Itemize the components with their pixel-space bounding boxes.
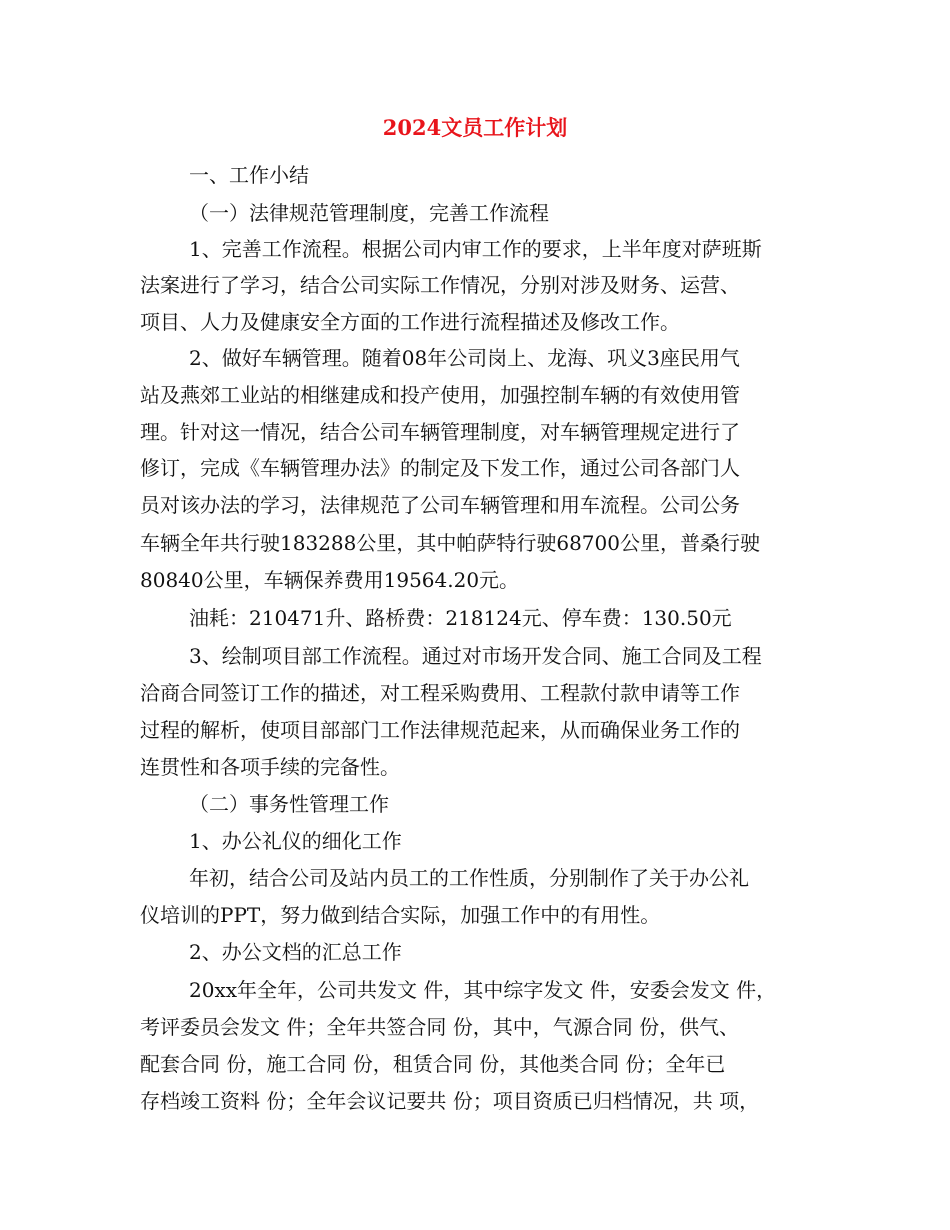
paragraph-line: 过程的解析，使项目部部门工作法律规范起来，从而确保业务工作的 xyxy=(140,718,740,742)
paragraph-line: 修订，完成《车辆管理办法》的制定及下发工作，通过公司各部门人 xyxy=(140,456,740,480)
paragraph-line: 2、办公文档的汇总工作 xyxy=(189,940,402,964)
paragraph-line: 配套合同 份，施工合同 份，租赁合同 份，其他类合同 份；全年已 xyxy=(140,1052,726,1076)
paragraph-line: 油耗：210471升、路桥费：218124元、停车费：130.50元 xyxy=(189,606,732,630)
paragraph-line: 理。针对这一情况，结合公司车辆管理制度，对车辆管理规定进行了 xyxy=(140,420,740,444)
paragraph-line: 仪培训的PPT，努力做到结合实际，加强工作中的有用性。 xyxy=(140,903,661,927)
paragraph-line: 项目、人力及健康安全方面的工作进行流程描述及修改工作。 xyxy=(140,310,680,334)
paragraph-line: 员对该办法的学习，法律规范了公司车辆管理和用车流程。公司公务 xyxy=(140,493,740,517)
paragraph-line: 20xx年全年，公司共发文 件，其中综字发文 件，安委会发文 件， xyxy=(189,978,777,1002)
paragraph-line: 2、做好车辆管理。随着08年公司岗上、龙海、巩义3座民用气 xyxy=(189,346,740,370)
paragraph-line: 3、绘制项目部工作流程。通过对市场开发合同、施工合同及工程 xyxy=(189,644,762,668)
paragraph-line: 洽商合同签订工作的描述，对工程采购费用、工程款付款申请等工作 xyxy=(140,681,740,705)
paragraph-line: 站及燕郊工业站的相继建成和投产使用，加强控制车辆的有效使用管 xyxy=(140,383,740,407)
paragraph-line: 连贯性和各项手续的完备性。 xyxy=(140,755,400,779)
subheading-routine-management: （二）事务性管理工作 xyxy=(189,792,389,816)
subheading-legal-management: （一）法律规范管理制度，完善工作流程 xyxy=(189,201,549,225)
paragraph-line: 考评委员会发文 件；全年共签合同 份，其中，气源合同 份，供气、 xyxy=(140,1015,740,1039)
document-title: 2024文员工作计划 xyxy=(382,115,568,140)
paragraph-line: 存档竣工资料 份；全年会议记要共 份；项目资质已归档情况，共 项， xyxy=(140,1089,760,1113)
paragraph-line: 1、办公礼仪的细化工作 xyxy=(189,829,402,853)
paragraph-line: 法案进行了学习，结合公司实际工作情况，分别对涉及财务、运营、 xyxy=(140,273,740,297)
paragraph-line: 年初，结合公司及站内员工的工作性质，分别制作了关于办公礼 xyxy=(189,866,749,890)
paragraph-line: 80840公里，车辆保养费用19564.20元。 xyxy=(140,568,520,592)
heading-work-summary: 一、工作小结 xyxy=(189,163,309,187)
paragraph-line: 车辆全年共行驶183288公里，其中帕萨特行驶68700公里，普桑行驶 xyxy=(140,531,760,555)
paragraph-line: 1、完善工作流程。根据公司内审工作的要求，上半年度对萨班斯 xyxy=(189,237,762,261)
